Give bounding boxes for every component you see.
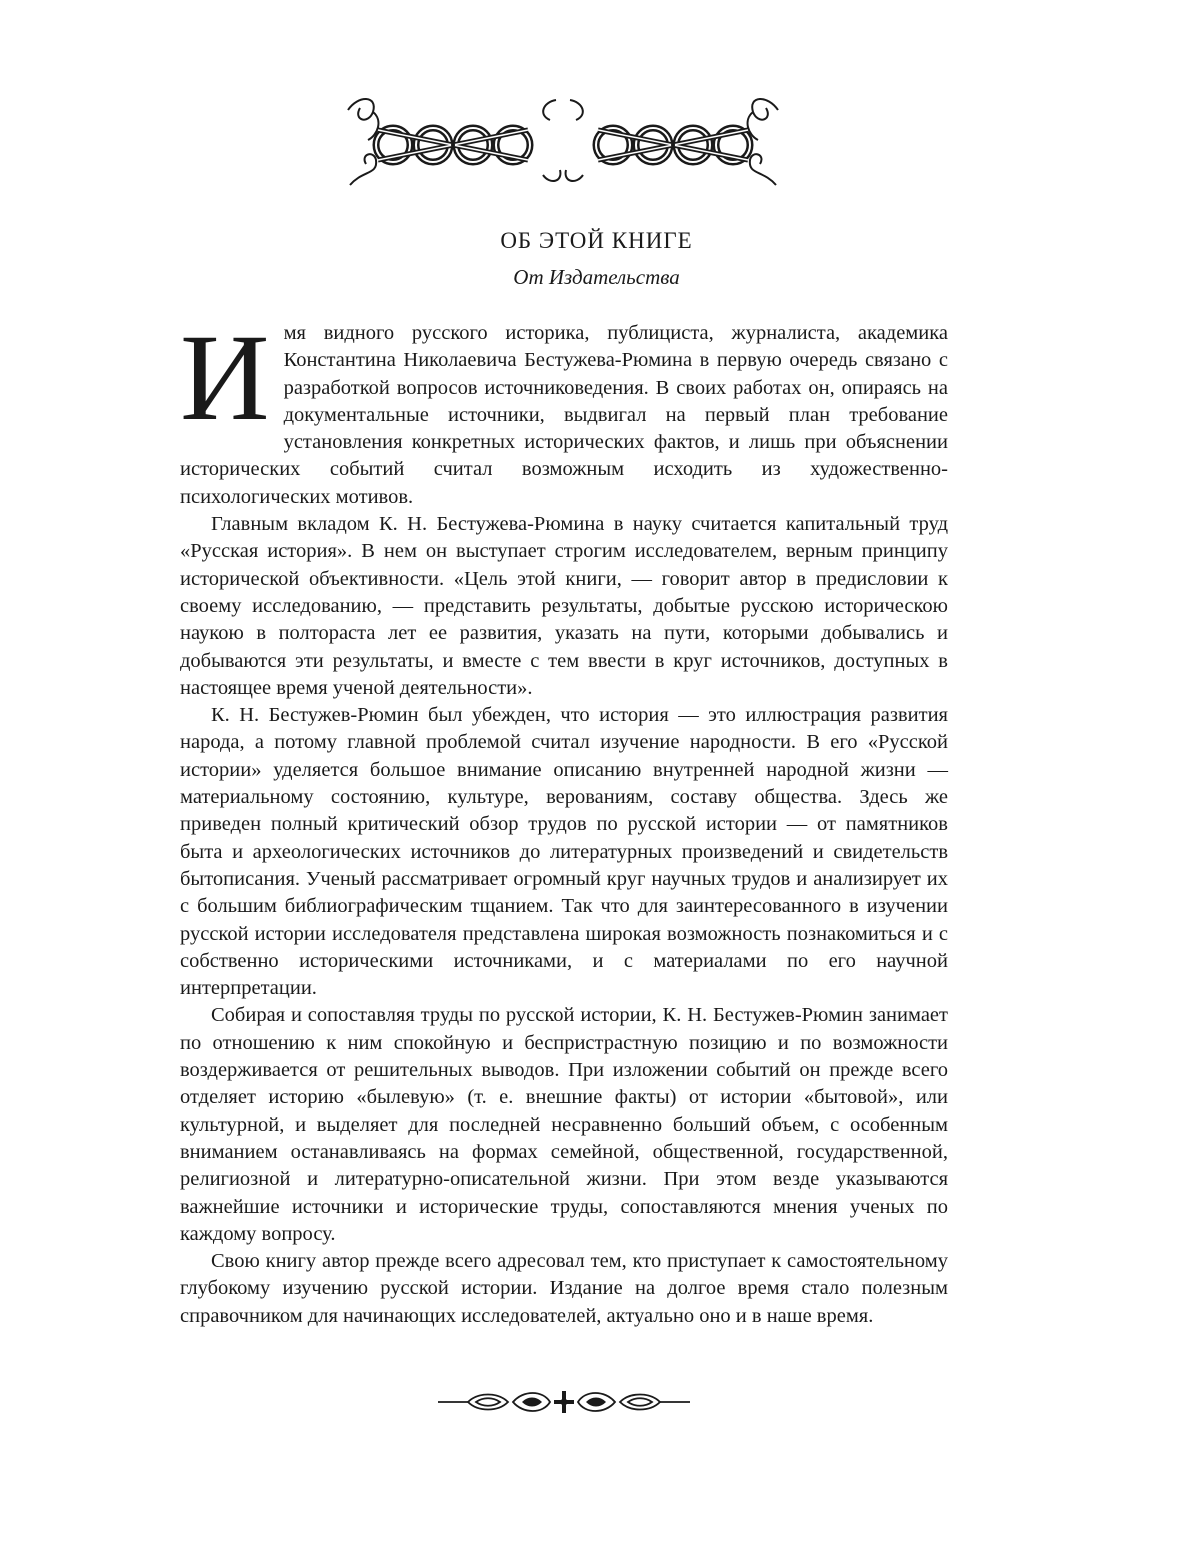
- tailpiece-flourish-icon: [438, 1388, 690, 1416]
- article-body: [180, 309, 948, 1330]
- page-title: ОБ ЭТОЙ КНИГЕ: [500, 228, 693, 253]
- paragraph-1: [180, 309, 948, 511]
- page-subtitle: От Издательства: [513, 265, 680, 289]
- paragraph-3: К. Н. Бестужев-Рюмин был убежден, что история — это иллюстрация развития народа, а потому главной проблемой считал изучение народности. В его «Русской истории» уделяется большое внимание описанию внутренней народной жизни — материальному состоянию, культуре, верованиям, составу общества. Здесь же приведен полный критический обзор трудов по русской истории — от памятников быта и археологических источников до литературных произведений и свидетельств бытописания. Ученый рассматривает огромный круг научных трудов и анализирует их с большим библиографическим тщанием. Так что для заинтересованного в изучении русской истории исследователя представлена широкая возможность познакомиться и с собственно историческими источниками, и с материалами по его научной интерпретации.: [180, 704, 948, 1000]
- paragraph-2: Главным вкладом К. Н. Бестужева-Рюмина в науку считается капитальный труд «Русская история». В нем он выступает строгим исследователем, верным принципу исторической объективности. «Цель этой книги, — говорит автор в предисловии к своему исследованию, — представить результаты, добытые русскою историческою наукою в полтораста лет ее развития, указать на пути, которыми добывались и добываются эти результаты, и вместе с тем ввести в круг источников, доступных в настоящее время ученой деятельности».: [180, 513, 948, 699]
- drop-cap: И: [180, 309, 270, 446]
- paragraph-5: Свою книгу автор прежде всего адресовал тем, кто приступает к самостоятельному глубокому изучению русской истории. Издание на долгое время стало полезным справочником для начинающих исследователей, актуально оно и в наше время.: [180, 1250, 948, 1327]
- paragraph-1-text: мя видного русского историка, публициста, журналиста, академика Константина Николаевича Бестужева-Рюмина в первую очередь связано с разработкой вопросов источниковедения. В своих работах он, опираясь на документальные источники, выдвигал на первый план требование установления конкретных исторических фактов, и лишь при объяснении исторических событий считал возможным исходить из художественно-психологических мотивов.: [180, 322, 948, 508]
- knotwork-headpiece-icon: [338, 90, 788, 195]
- paragraph-4: Собирая и сопоставляя труды по русской истории, К. Н. Бестужев-Рюмин занимает по отношению к ним спокойную и беспристрастную позицию и по возможности воздерживается от решительных выводов. При изложении событий он прежде всего отделяет историю «былевую» (т. е. внешние факты) от истории «бытовой», или культурной, и выделяет для последней несравненно больший объем, с особенным вниманием останавливаясь на формах семейной, общественной, государственной, религиозной и литературно-описательной жизни. При этом везде указываются важнейшие источники и исторические труды, сопоставляются мнения ученых по каждому вопросу.: [180, 1004, 948, 1245]
